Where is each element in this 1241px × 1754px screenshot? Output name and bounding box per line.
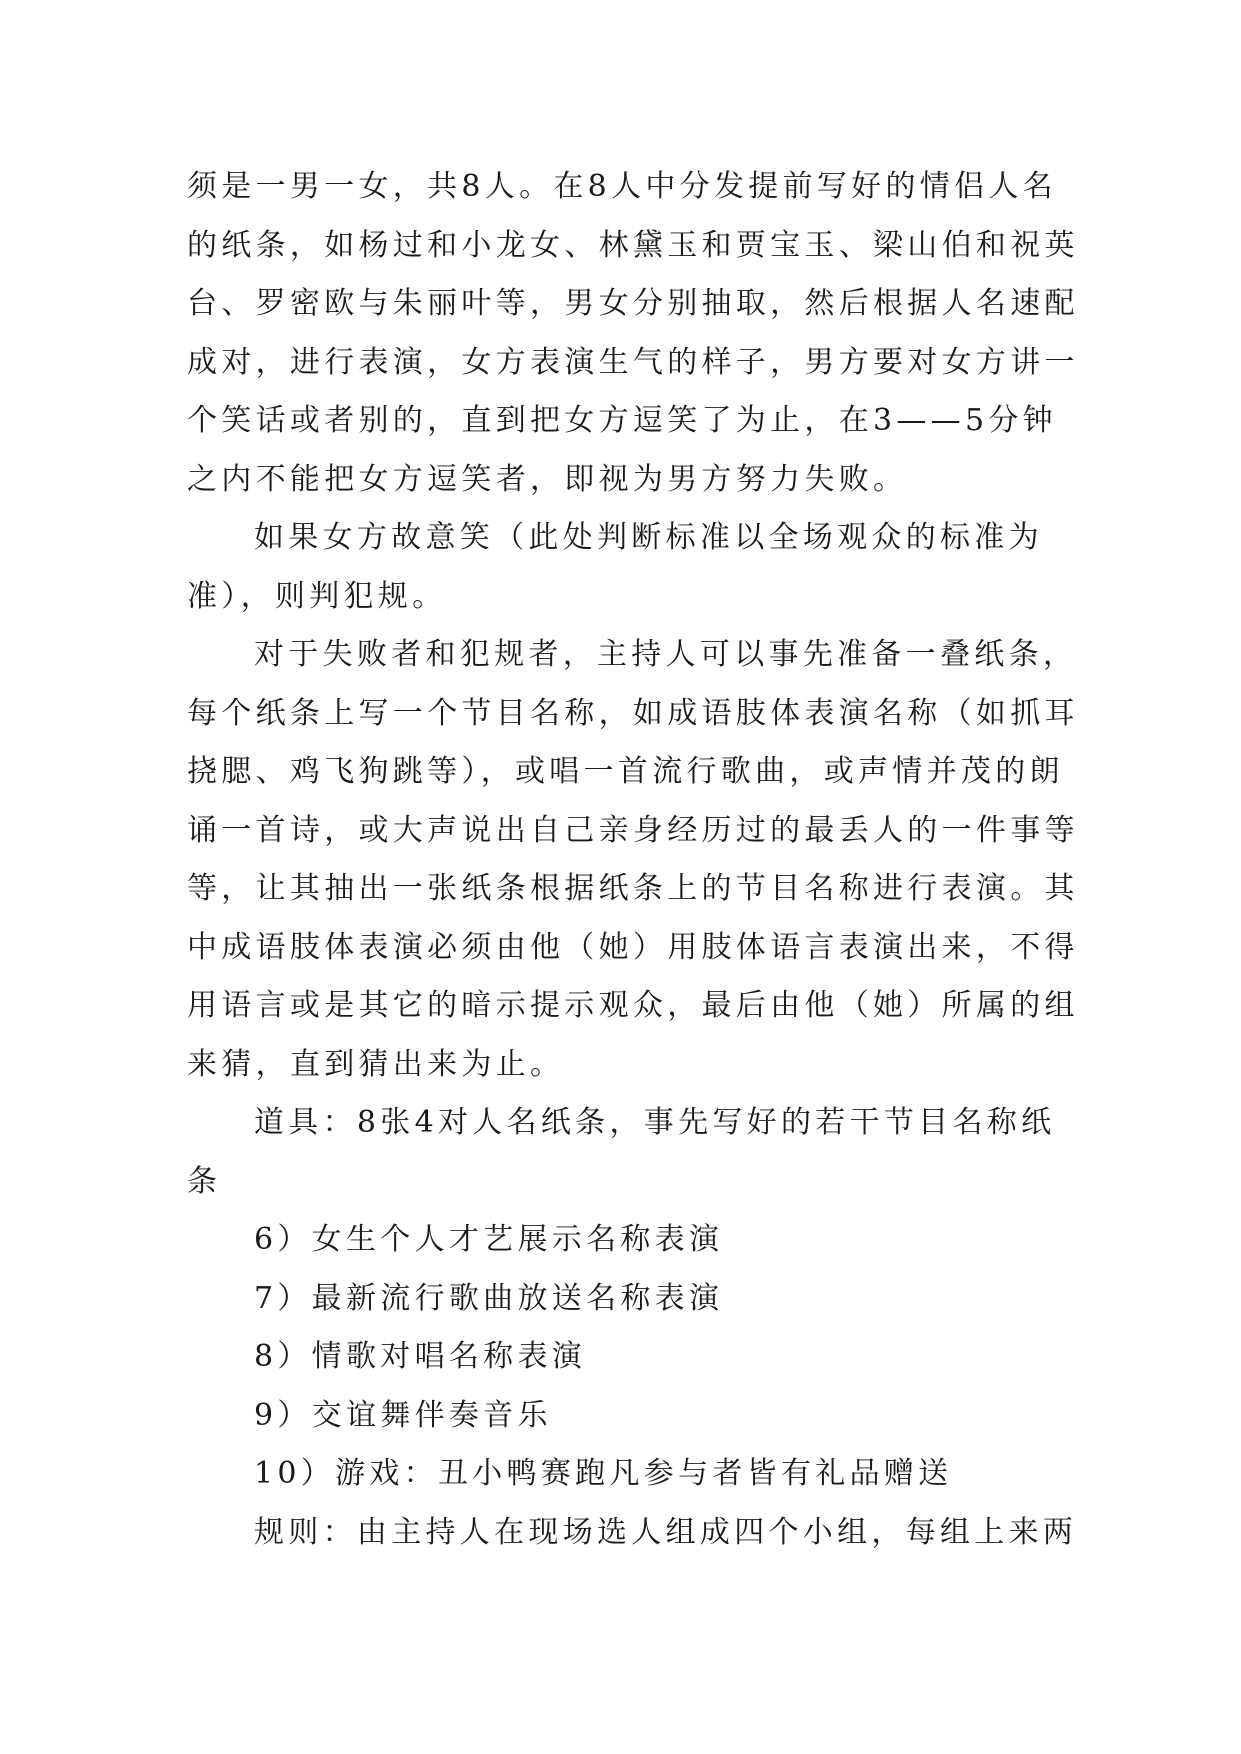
text-line: 台、罗密欧与朱丽叶等，男女分别抽取，然后根据人名速配 <box>187 286 1079 321</box>
paragraph-start: 对于失败者和犯规者，主持人可以事先准备一叠纸条， <box>254 637 1078 672</box>
list-item: 7）最新流行歌曲放送名称表演 <box>254 1280 724 1316</box>
text-line: 等，让其抽出一张纸条根据纸条上的节目名称进行表演。其 <box>187 871 1079 906</box>
text-line: 诵一首诗，或大声说出自己亲身经历过的最丢人的一件事等 <box>187 812 1079 848</box>
list-item: 8）情歌对唱名称表演 <box>254 1339 587 1374</box>
text-line: 来猜，直到猜出来为止。 <box>187 1046 565 1082</box>
text-line: 成对，进行表演，女方表演生气的样子，男方要对女方讲一 <box>187 344 1079 380</box>
text-line: 之内不能把女方逗笑者，即视为男方努力失败。 <box>187 461 908 497</box>
text-line: 须是一男一女，共8人。在8人中分发提前写好的情侣人名 <box>187 169 1057 204</box>
text-line: 准），则判犯规。 <box>187 578 447 614</box>
text-line: 个笑话或者别的，直到把女方逗笑了为止，在3——5分钟 <box>187 403 1057 438</box>
list-item: 9）交谊舞伴奏音乐 <box>254 1397 552 1433</box>
text-line: 挠腮、鸡飞狗跳等），或唱一首流行歌曲，或声情并茂的朗 <box>187 754 1064 789</box>
text-line: 条 <box>187 1163 222 1199</box>
list-item: 6）女生个人才艺展示名称表演 <box>254 1222 724 1257</box>
text-line: 每个纸条上写一个节目名称，如成语肢体表演名称（如抓耳 <box>187 695 1079 731</box>
text-line: 用语言或是其它的暗示提示观众，最后由他（她）所属的组 <box>187 988 1079 1023</box>
text-line: 的纸条，如杨过和小龙女、林黛玉和贾宝玉、梁山伯和祝英 <box>187 227 1079 263</box>
props-line: 道具：8张4对人名纸条，事先写好的若干节目名称纸 <box>254 1105 1056 1140</box>
text-line: 中成语肢体表演必须由他（她）用肢体语言表演出来，不得 <box>187 929 1079 965</box>
document-body <box>187 158 1079 1562</box>
paragraph-start: 如果女方故意笑（此处判断标准以全场观众的标准为 <box>254 520 1043 555</box>
rules-line: 规则：由主持人在现场选人组成四个小组，每组上来两 <box>254 1514 1078 1550</box>
list-item: 10）游戏：丑小鸭赛跑凡参与者皆有礼品赠送 <box>254 1456 953 1491</box>
